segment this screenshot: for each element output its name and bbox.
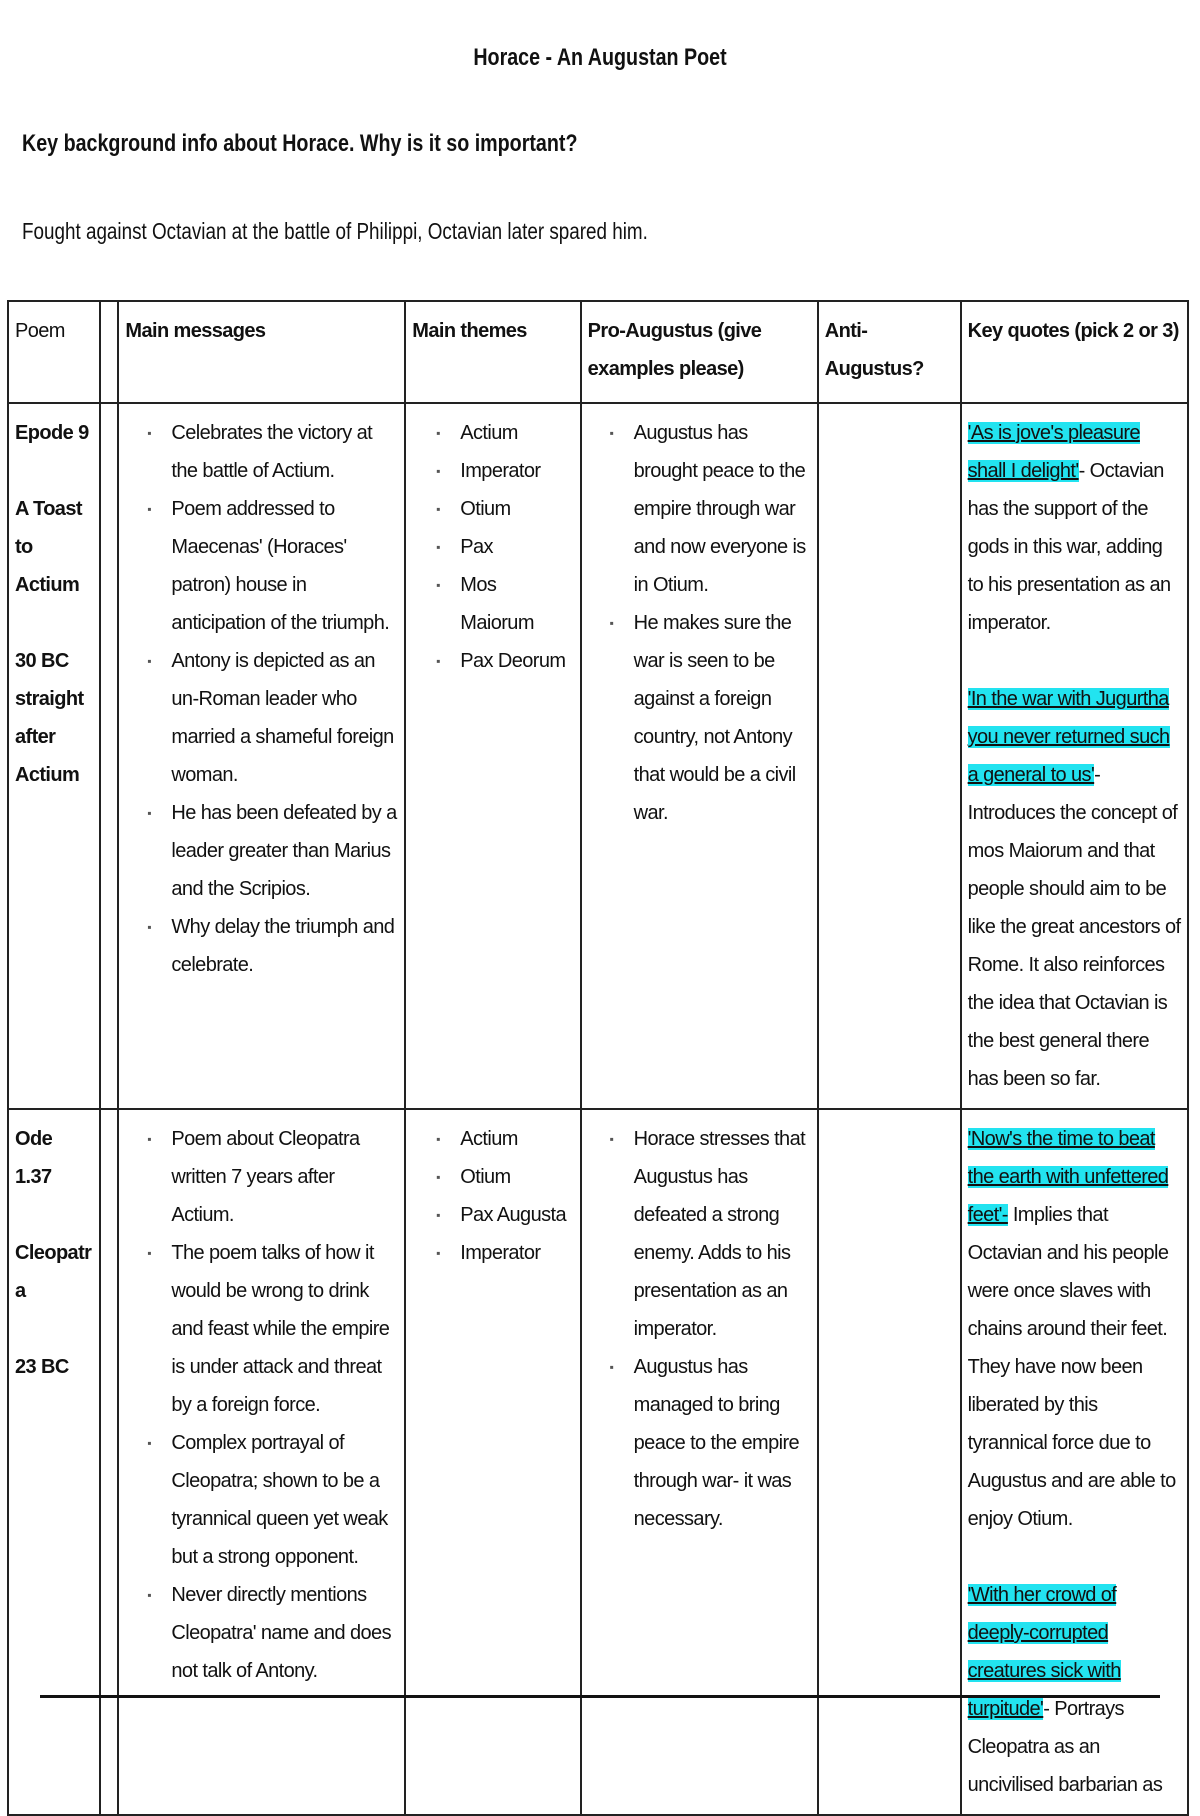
poem-cell	[8, 1109, 100, 1815]
spacer-cell	[100, 403, 118, 1109]
message-item: ▪ Poem addressed to Maecenas' (Horaces' patron) house in anticipation of the triumph.	[171, 490, 398, 642]
theme-item: ▪ Mos Maiorum	[460, 566, 573, 642]
poem-table-container	[7, 300, 1189, 1816]
messages-cell	[118, 1109, 405, 1815]
anti-augustus-cell	[818, 1109, 961, 1815]
message-item: ▪ Antony is depicted as an un-Roman leader who married a shameful foreign woman.	[171, 642, 398, 794]
poem-subtitle-line: Cleopatr	[15, 1242, 92, 1264]
theme-item: ▪ Actium	[460, 414, 573, 452]
message-item: ▪ Why delay the triumph and celebrate.	[171, 908, 398, 984]
quote-comment: - Portrays Cleopatra as an uncivilised barbarian as	[967, 1698, 1163, 1796]
header-themes: Main themes	[405, 301, 580, 403]
highlighted-quote: 'As is jove's pleasure shall I delight'	[967, 422, 1140, 482]
pro-augustus-item: ▪ Horace stresses that Augustus has defeated a strong enemy. Adds to his presentation as an imperator.	[634, 1120, 811, 1348]
poem-date-line: 23 BC	[15, 1356, 69, 1378]
messages-cell-list	[125, 1120, 398, 1690]
message-item: ▪ Never directly mentions Cleopatra' name and does not talk of Antony.	[171, 1576, 398, 1690]
pro-augustus-item: ▪ He makes sure the war is seen to be against a foreign country, not Antony that would be a civil war.	[634, 604, 811, 832]
quote-comment: - Introduces the concept of mos Maiorum and that people should aim to be like the great ancestors of Rome. It also reinforces the idea that Octavian is the best general there has been so far.	[967, 764, 1181, 1090]
pro-augustus-cell-list	[588, 414, 811, 832]
poem-spacer	[15, 1310, 93, 1348]
poem-spacer	[15, 604, 93, 642]
header-key-quotes: Key quotes (pick 2 or 3)	[961, 301, 1188, 403]
theme-item: ▪ Imperator	[460, 452, 573, 490]
theme-item: ▪ Pax	[460, 528, 573, 566]
pro-augustus-cell	[581, 403, 818, 1109]
document-title: Horace - An Augustan Poet	[473, 44, 727, 71]
theme-item: ▪ Otium	[460, 1158, 573, 1196]
header-poem: Poem	[8, 301, 100, 403]
quote-comment: - Octavian has the support of the gods in this war, adding to his presentation as an imperator.	[967, 460, 1171, 634]
intro-paragraph: Fought against Octavian at the battle of Philippi, Octavian later spared him.	[22, 218, 648, 244]
poem-subtitle-line: a	[15, 1280, 26, 1302]
poem-subtitle-line: A Toast	[15, 498, 82, 520]
header-anti-augustus: Anti-Augustus?	[818, 301, 961, 403]
key-quotes-cell	[961, 1109, 1188, 1815]
theme-item: ▪ Pax Augusta	[460, 1196, 573, 1234]
poem-spacer	[15, 452, 93, 490]
pro-augustus-cell-list	[588, 1120, 811, 1538]
pro-augustus-item: ▪ Augustus has brought peace to the empire through war and now everyone is in Otium.	[634, 414, 811, 604]
poem-date-line: straight	[15, 688, 84, 710]
header-messages: Main messages	[118, 301, 405, 403]
key-quotes-cell	[961, 403, 1188, 1109]
message-item: ▪ The poem talks of how it would be wrong to drink and feast while the empire is under attack and threat by a foreign force.	[171, 1234, 398, 1424]
message-item: ▪ Poem about Cleopatra written 7 years after Actium.	[171, 1120, 398, 1234]
poem-date-line: after	[15, 726, 56, 748]
themes-cell	[405, 403, 580, 1109]
poem-name: Ode 1.37	[15, 1128, 53, 1188]
messages-cell	[118, 403, 405, 1109]
quote-comment: Implies that Octavian and his people were once slaves with chains around their feet. They have now been liberated by this tyrannical force due to Augustus and are able to enjoy Otium.	[967, 1204, 1176, 1530]
quote-block	[968, 680, 1181, 1098]
bottom-divider	[40, 1695, 1160, 1698]
table-header-row	[8, 301, 1188, 403]
poem-subtitle-line: Actium	[15, 574, 80, 596]
quote-block	[968, 1120, 1181, 1538]
section-heading: Key background info about Horace. Why is it so important?	[22, 130, 578, 157]
message-item: ▪ Complex portrayal of Cleopatra; shown to be a tyrannical queen yet weak but a strong opponent.	[171, 1424, 398, 1576]
table-row	[8, 403, 1188, 1109]
pro-augustus-item: ▪ Augustus has managed to bring peace to the empire through war- it was necessary.	[634, 1348, 811, 1538]
table-row	[8, 1109, 1188, 1815]
anti-augustus-cell	[818, 403, 961, 1109]
poem-name: Epode 9	[15, 422, 89, 444]
pro-augustus-cell	[581, 1109, 818, 1815]
theme-item: ▪ Actium	[460, 1120, 573, 1158]
spacer-cell	[100, 1109, 118, 1815]
header-spacer	[100, 301, 118, 403]
poem-date-line: Actium	[15, 764, 80, 786]
poem-date-line: 30 BC	[15, 650, 69, 672]
table-body	[8, 403, 1188, 1815]
quote-block	[968, 1576, 1181, 1804]
theme-item: ▪ Imperator	[460, 1234, 573, 1272]
highlighted-quote: 'With her crowd of deeply-corrupted creatures sick with turpitude'	[967, 1584, 1121, 1720]
poem-spacer	[15, 1196, 93, 1234]
message-item: ▪ Celebrates the victory at the battle of Actium.	[171, 414, 398, 490]
highlighted-quote: 'In the war with Jugurtha you never returned such a general to us'	[967, 688, 1170, 786]
header-pro-augustus: Pro-Augustus (give examples please)	[581, 301, 818, 403]
themes-cell-list	[412, 414, 573, 680]
message-item: ▪ He has been defeated by a leader greater than Marius and the Scripios.	[171, 794, 398, 908]
themes-cell-list	[412, 1120, 573, 1272]
quote-block	[968, 414, 1181, 642]
poem-cell	[8, 403, 100, 1109]
themes-cell	[405, 1109, 580, 1815]
highlighted-quote: 'Now's the time to beat the earth with unfettered feet'-	[967, 1128, 1169, 1226]
theme-item: ▪ Pax Deorum	[460, 642, 573, 680]
poem-table	[7, 300, 1189, 1816]
poem-subtitle-line: to	[15, 536, 33, 558]
theme-item: ▪ Otium	[460, 490, 573, 528]
messages-cell-list	[125, 414, 398, 984]
